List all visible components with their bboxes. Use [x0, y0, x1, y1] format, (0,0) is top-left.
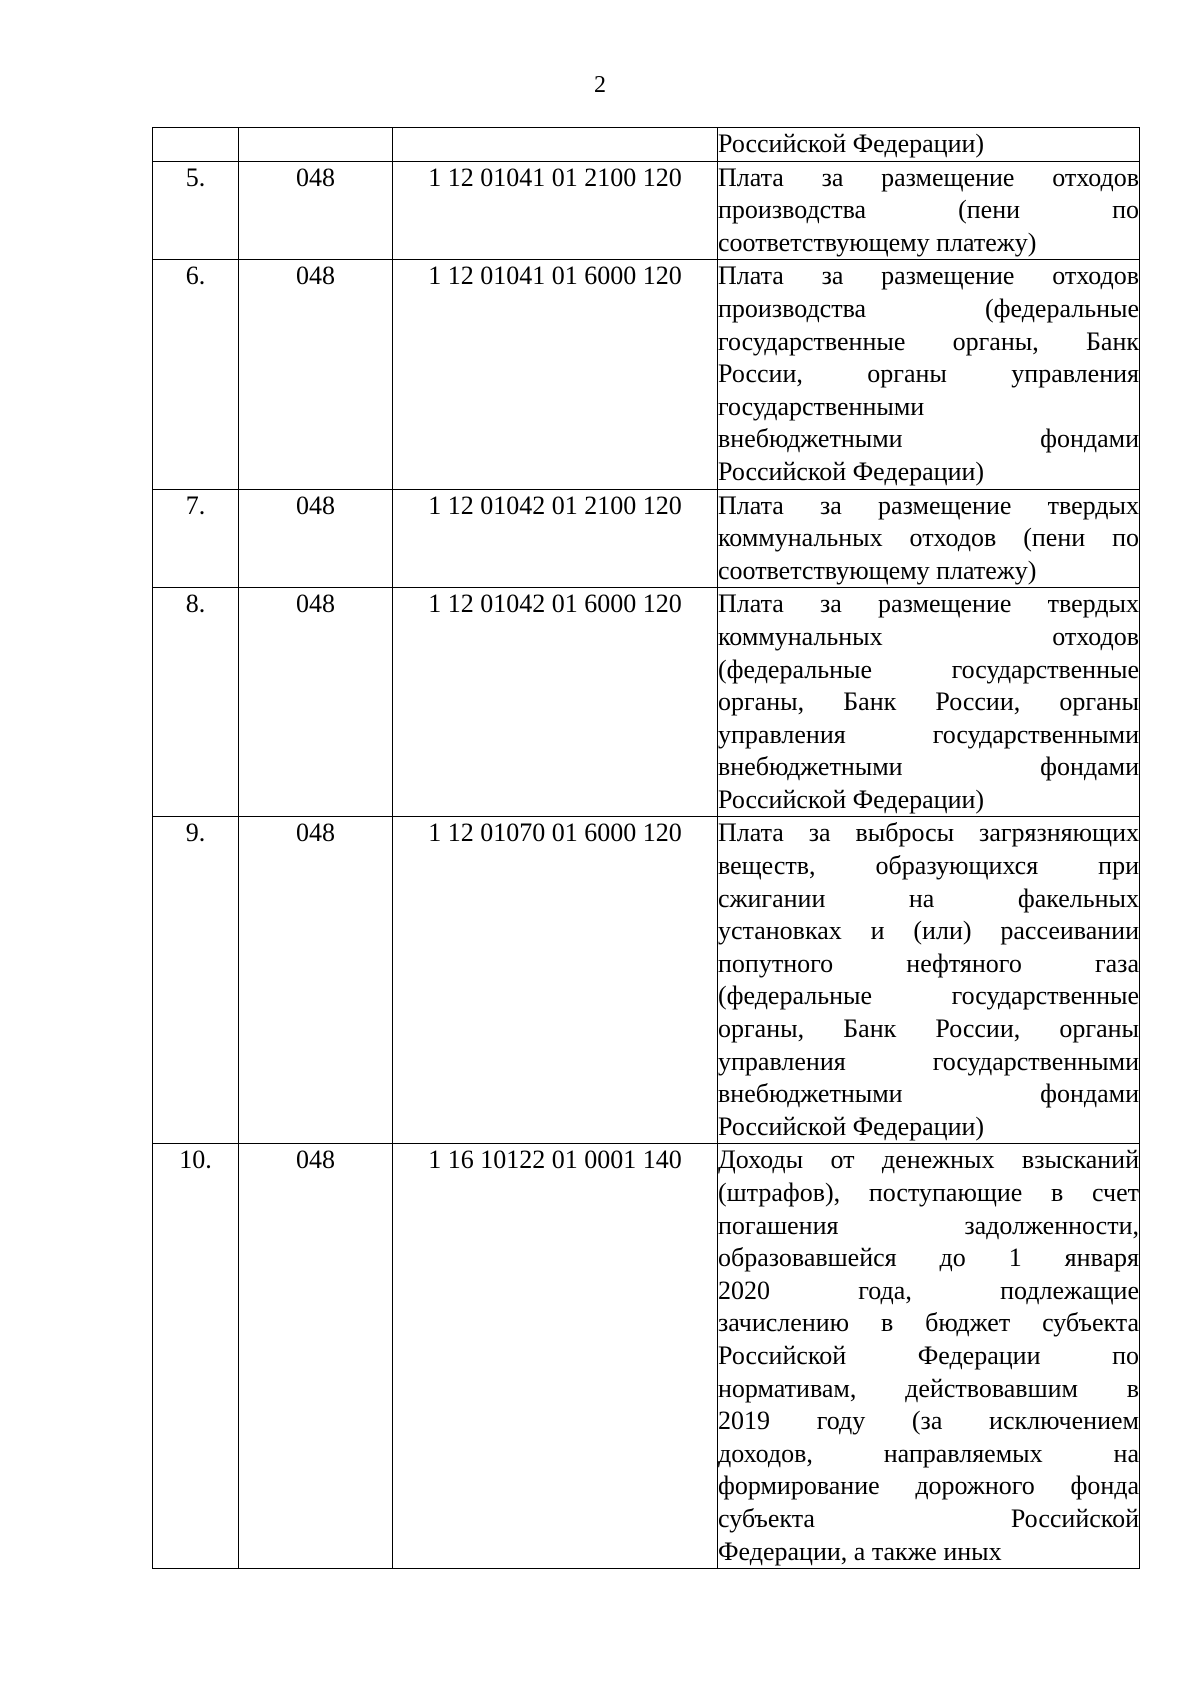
table-row [153, 489, 1140, 588]
description-line: попутного нефтяного газа [718, 948, 1139, 978]
description-line: образовавшейся до 1 января [718, 1243, 1139, 1273]
table-row [153, 260, 1140, 489]
description-line: Федерации, а также иных [718, 1536, 1002, 1566]
description-line: (федеральные государственные [718, 981, 1139, 1011]
row-number-cell [153, 128, 239, 162]
description-line: Плата за размещение твердых [718, 589, 1139, 619]
table-body [153, 128, 1140, 1569]
table-row [153, 588, 1140, 817]
description-line: коммунальных отходов (пени по [718, 523, 1139, 553]
description-line: зачислению в бюджет субъекта [718, 1308, 1139, 1338]
row-number-cell: 10. [153, 1144, 239, 1569]
description-line: производства (федеральные [718, 293, 1139, 323]
description-line: Российской Федерации) [718, 456, 985, 486]
table-row [153, 128, 1140, 162]
income-description-cell [718, 588, 1140, 817]
budget-classification-code-cell [393, 128, 718, 162]
description-line: органы, Банк России, органы [718, 687, 1139, 717]
administrator-code-cell: 048 [239, 260, 393, 489]
budget-classification-code-cell: 1 12 01042 01 6000 120 [393, 588, 718, 817]
description-line: государственными [718, 391, 925, 421]
description-line: управления государственными [718, 1046, 1139, 1076]
administrator-code-cell: 048 [239, 1144, 393, 1569]
administrator-code-cell: 048 [239, 817, 393, 1144]
budget-classification-code-cell: 1 12 01041 01 6000 120 [393, 260, 718, 489]
administrator-code-cell [239, 128, 393, 162]
row-number-cell: 9. [153, 817, 239, 1144]
description-line: погашения задолженности, [718, 1210, 1139, 1240]
description-line: Плата за размещение отходов [718, 261, 1139, 291]
description-line: установках и (или) рассеивании [718, 916, 1139, 946]
table-row [153, 817, 1140, 1144]
description-line: нормативам, действовавшим в [718, 1373, 1139, 1403]
description-line: (штрафов), поступающие в счет [718, 1178, 1139, 1207]
description-line: веществ, образующихся при [718, 851, 1139, 881]
description-line: субъекта Российской [718, 1503, 1139, 1533]
income-description-cell [718, 489, 1140, 588]
row-number-cell: 7. [153, 489, 239, 588]
budget-classification-code-cell: 1 12 01070 01 6000 120 [393, 817, 718, 1144]
description-line: Плата за размещение отходов [718, 162, 1139, 192]
budget-classification-code-cell: 1 12 01041 01 2100 120 [393, 161, 718, 260]
description-line: формирование дорожного фонда [718, 1471, 1139, 1501]
description-line: Российской Федерации) [718, 784, 985, 814]
budget-classification-code-cell: 1 16 10122 01 0001 140 [393, 1144, 718, 1569]
row-number-cell: 5. [153, 161, 239, 260]
income-codes-table [152, 127, 1140, 1569]
description-line: управления государственными [718, 719, 1139, 749]
description-line: органы, Банк России, органы [718, 1014, 1139, 1044]
description-line: коммунальных отходов [718, 621, 1139, 651]
description-line: 2020 года, подлежащие [718, 1275, 1139, 1305]
income-description-cell [718, 161, 1140, 260]
description-line: Российской Федерации) [718, 129, 985, 158]
administrator-code-cell: 048 [239, 489, 393, 588]
budget-classification-code-cell: 1 12 01042 01 2100 120 [393, 489, 718, 588]
description-line: внебюджетными фондами [718, 752, 1139, 782]
description-line: сжигании на факельных [718, 883, 1139, 913]
description-line: Российской Федерации) [718, 1111, 985, 1141]
income-description-cell [718, 1144, 1140, 1569]
description-line: соответствующему платежу) [718, 555, 1037, 585]
administrator-code-cell: 048 [239, 161, 393, 260]
description-line: внебюджетными фондами [718, 1079, 1139, 1109]
description-line: государственные органы, Банк [718, 326, 1139, 356]
administrator-code-cell: 048 [239, 588, 393, 817]
income-description-cell [718, 817, 1140, 1144]
income-description-cell [718, 260, 1140, 489]
description-line: Доходы от денежных взысканий [718, 1145, 1139, 1175]
description-line: Плата за выбросы загрязняющих [718, 818, 1139, 848]
income-description-cell [718, 128, 1140, 162]
table-row [153, 1144, 1140, 1569]
table-row [153, 161, 1140, 260]
description-line: производства (пени по [718, 195, 1139, 225]
description-line: (федеральные государственные [718, 654, 1139, 684]
description-line: Плата за размещение твердых [718, 490, 1139, 520]
description-line: внебюджетными фондами [718, 424, 1139, 454]
description-line: соответствующему платежу) [718, 227, 1037, 257]
page-number: 2 [594, 72, 606, 98]
row-number-cell: 8. [153, 588, 239, 817]
description-line: Российской Федерации по [718, 1340, 1139, 1370]
row-number-cell: 6. [153, 260, 239, 489]
description-line: 2019 году (за исключением [718, 1406, 1139, 1436]
description-line: доходов, направляемых на [718, 1438, 1139, 1468]
description-line: России, органы управления [718, 359, 1139, 389]
